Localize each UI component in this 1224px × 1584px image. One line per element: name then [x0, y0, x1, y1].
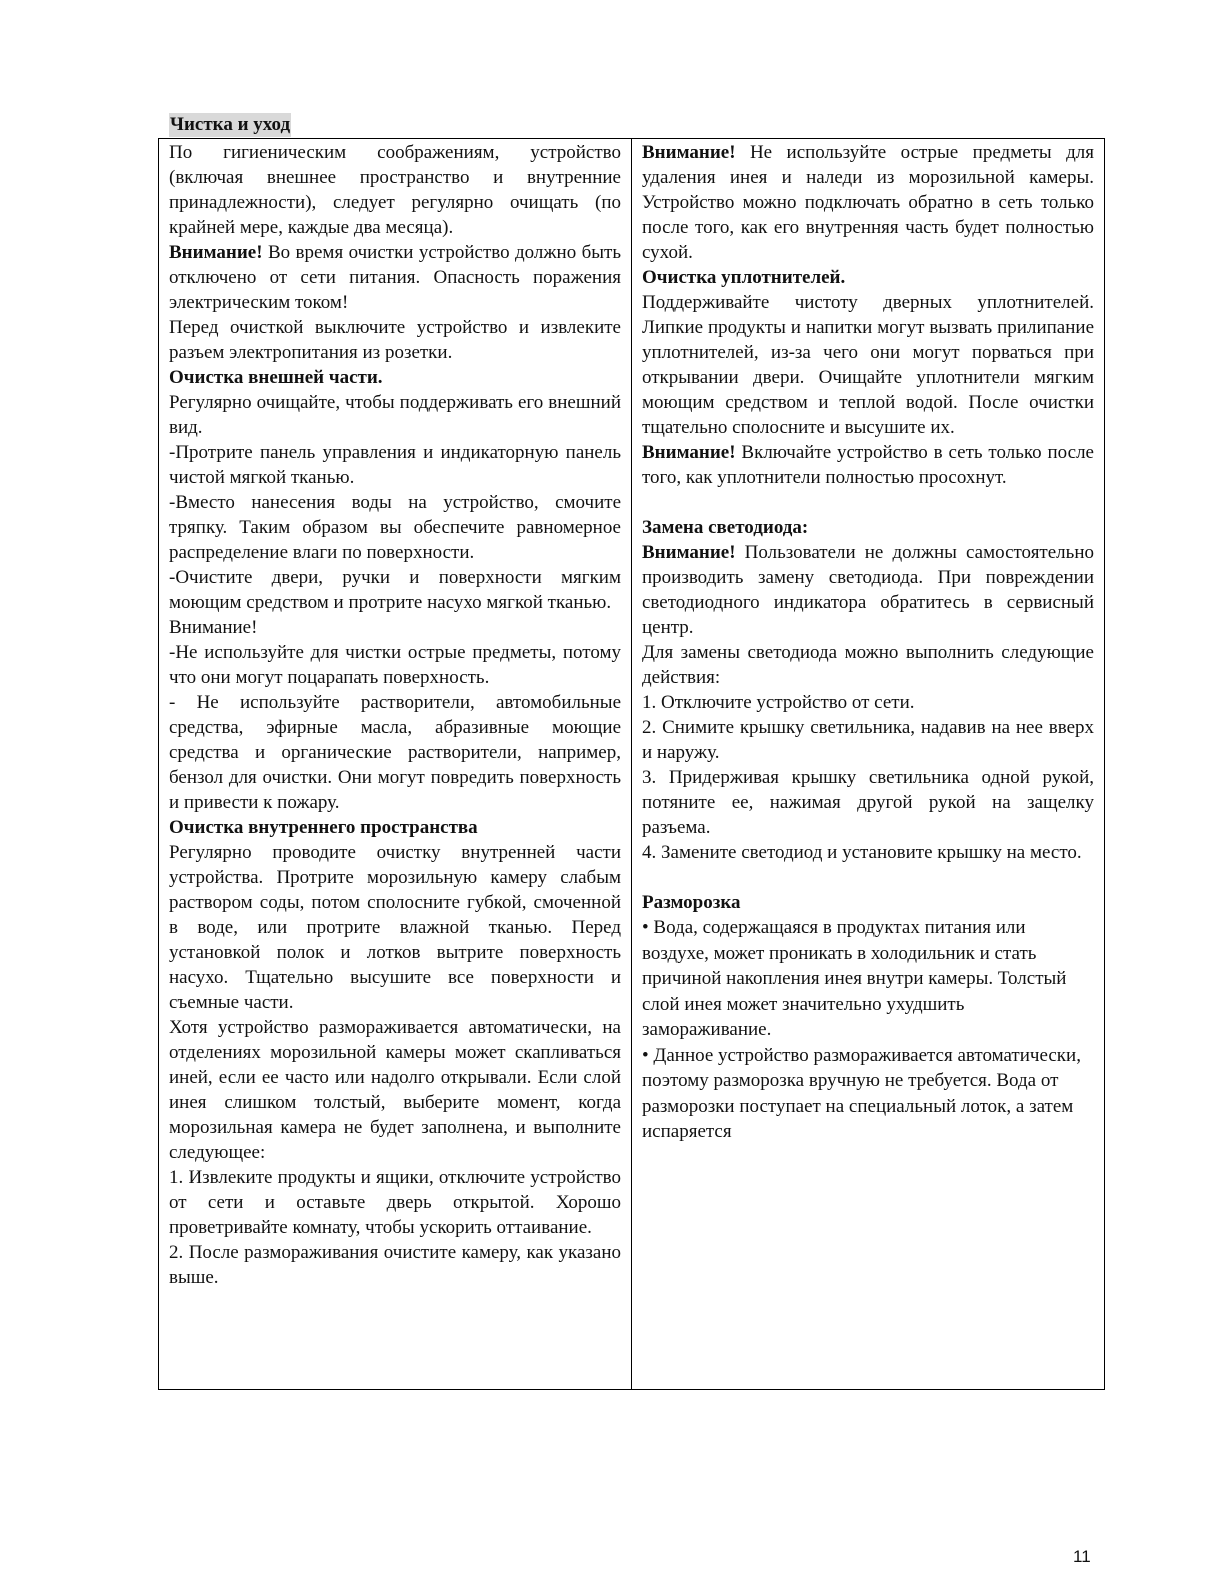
page-title: Чистка и уход — [170, 114, 291, 135]
seals-paragraph: Поддерживайте чистоту дверных уплотнителей. Липкие продукты и напитки могут вызвать прилипание уплотнителей, из-за чего они могут порваться при открывании двери. Очищайте уплотнители мягким моющим средством и теплой водой. После очистки тщательно сполосните и высушите их. — [642, 292, 1094, 438]
warning-paragraph — [642, 440, 1094, 490]
content-table — [158, 138, 1105, 1390]
warning-paragraph — [642, 140, 1094, 265]
exterior-item: -Очистите двери, ручки и поверхности мягким моющим средством и протрите насухо мягкой тканью. — [169, 567, 621, 613]
exterior-item: -Не используйте для чистки острые предметы, потому что они могут поцарапать поверхность. — [169, 642, 621, 688]
warning-paragraph — [642, 540, 1094, 640]
seals-heading: Очистка уплотнителей. — [642, 267, 846, 288]
warning-paragraph — [169, 240, 621, 315]
defrost-step: 2. После размораживания очистите камеру, как указано выше. — [169, 1242, 621, 1288]
spacer — [642, 490, 1094, 515]
attention-line: Внимание! — [169, 617, 258, 638]
led-step: 2. Снимите крышку светильника, надавив на нее вверх и наружу. — [642, 717, 1094, 763]
defrost-paragraph: Хотя устройство размораживается автоматически, на отделениях морозильной камеры может скапливаться иней, если ее часто или надолго открывали. Если слой инея слишком толстый, выберите момент, когда морозильная камера не будет заполнена, и выполните следующее: — [169, 1017, 621, 1163]
warning-text: Не используйте острые предметы для удаления инея и наледи из морозильной камеры. Устройство можно подключать обратно в сеть только после того, как его внутренняя часть будет полностью сухой. — [642, 142, 1094, 263]
led-step: 4. Замените светодиод и установите крышку на место. — [642, 842, 1082, 863]
led-step: 3. Придерживая крышку светильника одной рукой, потяните ее, нажимая другой рукой на защелку разъема. — [642, 767, 1094, 838]
spacer — [642, 865, 1094, 890]
warning-text: Пользователи не должны самостоятельно производить замену светодиода. При повреждении светодиодного индикатора обратитесь в сервисный центр. — [642, 542, 1094, 638]
exterior-item: -Протрите панель управления и индикаторную панель чистой мягкой тканью. — [169, 442, 621, 488]
exterior-heading: Очистка внешней части. — [169, 367, 383, 388]
defrost-bullet: • Вода, содержащаяся в продуктах питания или воздухе, может проникать в холодильник и стать причиной накопления инея внутри камеры. Толстый слой инея может значительно ухудшить замораживание. — [642, 917, 1067, 1040]
interior-paragraph: Регулярно проводите очистку внутренней части устройства. Протрите морозильную камеру слабым раствором соды, потом сполосните губкой, смоченной в воде, или протрите влажной тканью. Перед установкой полок и лотков вытрите поверхность насухо. Тщательно высушите все поверхности и съемные части. — [169, 842, 621, 1013]
defrost-bullet: • Данное устройство размораживается автоматически, поэтому разморозка вручную не требуется. Вода от разморозки поступает на специальный лоток, а затем испаряется — [642, 1044, 1081, 1142]
led-step: 1. Отключите устройство от сети. — [642, 692, 915, 713]
led-heading: Замена светодиода: — [642, 517, 809, 538]
unplug-paragraph: Перед очисткой выключите устройство и извлеките разъем электропитания из розетки. — [169, 317, 621, 363]
intro-paragraph: По гигиеническим соображениям, устройство (включая внешнее пространство и внутренние принадлежности), следует регулярно очищать (по крайней мере, каждые два месяца). — [169, 142, 621, 238]
warning-label: Внимание! — [642, 542, 736, 563]
page-number: 11 — [1073, 1547, 1091, 1566]
defrost-step: 1. Извлеките продукты и ящики, отключите устройство от сети и оставьте дверь открытой. Хорошо проветривайте комнату, чтобы ускорить оттаивание. — [169, 1167, 621, 1238]
interior-heading: Очистка внутреннего пространства — [169, 817, 478, 838]
warning-label: Внимание! — [642, 442, 736, 463]
left-column — [159, 139, 632, 1389]
warning-label: Внимание! — [642, 142, 736, 163]
warning-text: Во время очистки устройство должно быть отключено от сети питания. Опасность поражения электрическим током! — [169, 242, 621, 313]
warning-label: Внимание! — [169, 242, 263, 263]
led-intro: Для замены светодиода можно выполнить следующие действия: — [642, 642, 1094, 688]
exterior-paragraph: Регулярно очищайте, чтобы поддерживать его внешний вид. — [169, 392, 621, 438]
defrost-heading: Разморозка — [642, 892, 741, 913]
exterior-item: - Не используйте растворители, автомобильные средства, эфирные масла, абразивные моющие средства и органические растворители, например, бензол для очистки. Они могут повредить поверхность и привести к пожару. — [169, 692, 621, 813]
exterior-item: -Вместо нанесения воды на устройство, смочите тряпку. Таким образом вы обеспечите равномерное распределение влаги по поверхности. — [169, 492, 621, 563]
right-column — [632, 139, 1104, 1389]
warning-text: Включайте устройство в сеть только после того, как уплотнители полностью просохнут. — [642, 442, 1094, 488]
